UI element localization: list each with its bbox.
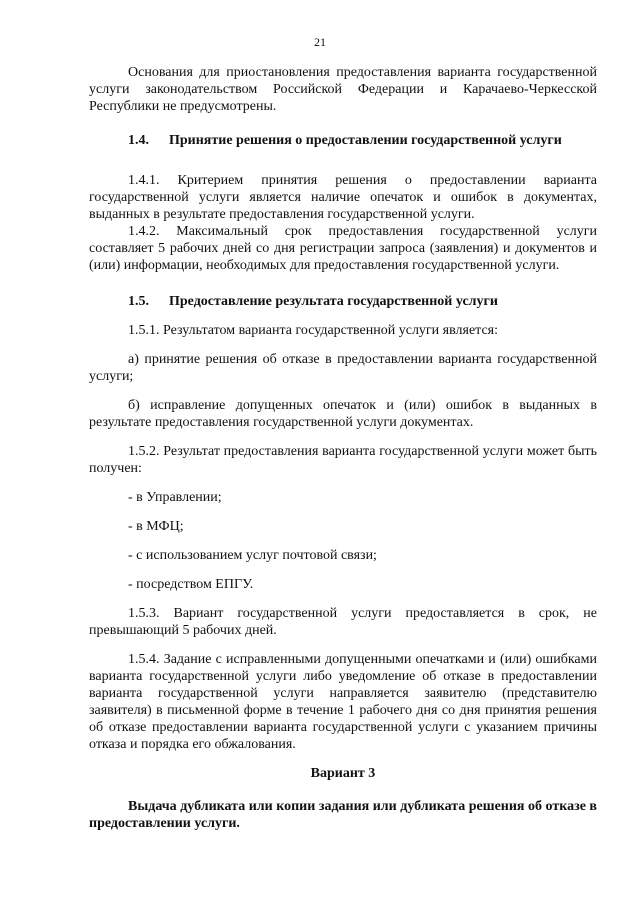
variant-subtitle: Выдача дубликата или копии задания или дубликата решения об отказе в предоставлении услуги. [89,799,597,831]
list-item-post: - с использованием услуг почтовой связи; [128,548,377,563]
section-number: 1.4. [128,133,149,148]
paragraph-1-4-1: 1.4.1. Критерием принятия решения о предоставлении варианта государственной услуги является наличие опечаток и ошибок в документах, выданных в результате предоставления государственной услуги. [89,173,597,222]
paragraph-suspension-grounds: Основания для приостановления предоставления варианта государственной услуги законодательством Российской Федерации и Карачаево-Черкесской Республики не предусмотрены. [89,65,597,114]
list-item-office: - в Управлении; [128,490,222,505]
paragraph-1-4-2: 1.4.2. Максимальный срок предоставления государственной услуги составляет 5 рабочих дней со дня регистрации запроса (заявления) и документов и (или) информации, необходимых для предоставления государственной услуги. [89,224,597,273]
variant-title: Вариант 3 [310,766,376,781]
section-heading-1-4 [89,132,597,149]
section-heading-1-5 [89,293,597,310]
section-number: 1.5. [128,294,149,309]
list-item-a: а) принятие решения об отказе в предоставлении варианта государственной услуги; [89,352,597,384]
list-item-b: б) исправление допущенных опечаток и (или) ошибок в выданных в результате предоставления государственной услуги документах. [89,398,597,430]
page-number: 21 [314,35,326,49]
list-item-epgu: - посредством ЕПГУ. [128,577,254,592]
paragraph-1-5-2: 1.5.2. Результат предоставления варианта государственной услуги может быть получен: [89,444,597,476]
paragraph-1-5-1: 1.5.1. Результатом варианта государственной услуги является: [128,323,499,338]
document-body [89,64,597,832]
section-title: Предоставление результата государственной услуги [169,294,498,309]
list-item-mfc: - в МФЦ; [128,519,184,534]
paragraph-1-5-4: 1.5.4. Задание с исправленными допущенными опечатками и (или) ошибками варианта государственной услуги либо уведомление об отказе в предоставлении варианта государственной услуги направляется заявителю (представителю заявителя) в письменной форме в течение 1 рабочего дня со дня принятия решения об отказе предоставлении варианта государственной услуги с указанием причины отказа и порядка его обжалования. [89,652,597,752]
paragraph-1-5-3: 1.5.3. Вариант государственной услуги предоставляется в срок, не превышающий 5 рабочих дней. [89,606,597,638]
section-title: Принятие решения о предоставлении государственной услуги [169,133,562,148]
